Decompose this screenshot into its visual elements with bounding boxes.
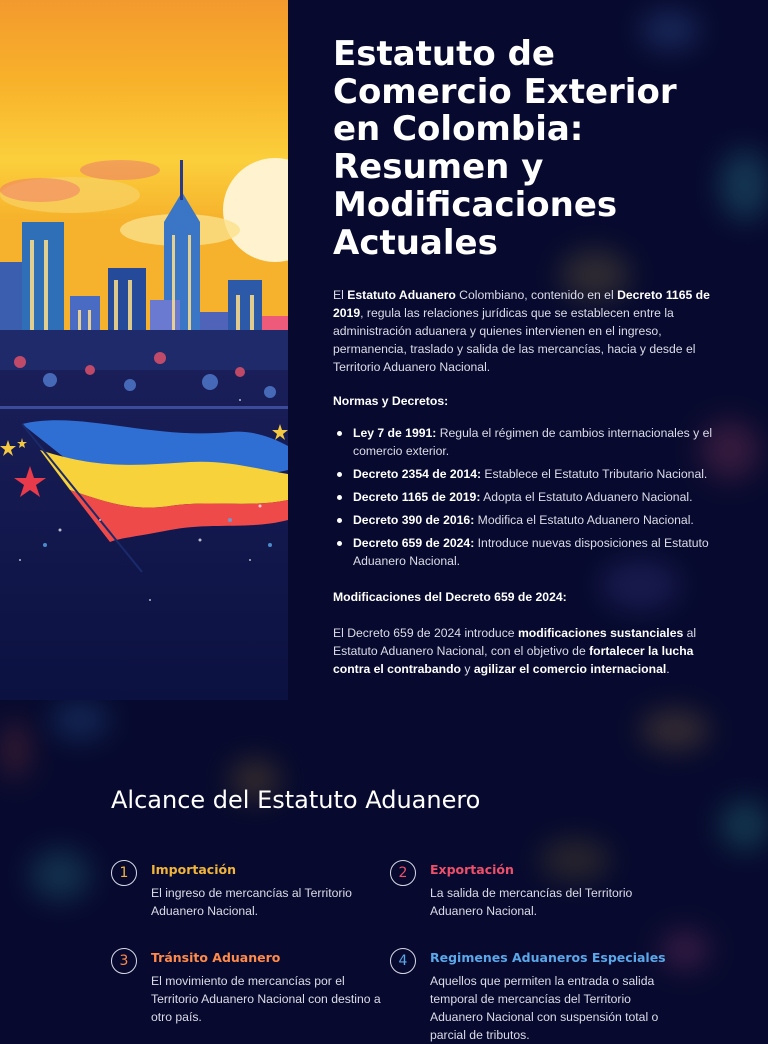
norms-heading: Normas y Decretos: xyxy=(333,394,449,409)
modifications-paragraph: El Decreto 659 de 2024 introduce modificaciones sustanciales al Estatuto Aduanero Nacional, con el objetivo de fortalecer la lucha contra el contrabando y agilizar el comercio internacional. xyxy=(333,626,697,677)
scope-item-desc: La salida de mercancías del Territorio Aduanero Nacional. xyxy=(430,886,633,918)
number-badge: 2 xyxy=(390,860,416,886)
scope-item-title: Tránsito Aduanero xyxy=(151,950,281,965)
scope-item-desc: Aquellos que permiten la entrada o salida temporal de mercancías del Territorio Aduanero Nacional con suspensión total o parcial de tributos. xyxy=(430,974,659,1042)
scope-item-desc: El movimiento de mercancías por el Territorio Aduanero Nacional con destino a otro país. xyxy=(151,974,381,1024)
number-badge: 4 xyxy=(390,948,416,974)
page-title: Estatuto de Comercio Exterior en Colombia: Resumen y Modificaciones Actuales xyxy=(333,34,677,263)
scope-item-title: Regimenes Aduaneros Especiales xyxy=(430,950,666,965)
list-item: Decreto 390 de 2016: Modifica el Estatuto Aduanero Nacional. xyxy=(353,511,733,529)
scope-item-desc: El ingreso de mercancías al Territorio Aduanero Nacional. xyxy=(151,886,352,918)
scope-item-title: Importación xyxy=(151,862,236,877)
skyline-flag-illustration xyxy=(0,0,288,700)
scope-section xyxy=(0,700,768,1042)
hero-text-block xyxy=(333,36,733,678)
list-item: Decreto 1165 de 2019: Adopta el Estatuto Aduanero Nacional. xyxy=(353,488,733,506)
list-item: Ley 7 de 1991: Regula el régimen de cambios internacionales y el comercio exterior. xyxy=(353,424,733,460)
modifications-heading: Modificaciones del Decreto 659 de 2024: xyxy=(333,590,567,605)
number-badge: 1 xyxy=(111,860,137,886)
norms-list xyxy=(333,424,733,570)
scope-item-title: Exportación xyxy=(430,862,514,877)
hero-illustration xyxy=(0,0,288,700)
list-item: Decreto 2354 de 2014: Establece el Estatuto Tributario Nacional. xyxy=(353,465,733,483)
scope-title: Alcance del Estatuto Aduanero xyxy=(111,786,481,814)
intro-paragraph: El Estatuto Aduanero Colombiano, contenido en el Decreto 1165 de 2019, regula las relaciones jurídicas que se establecen entre la administración aduanera y quienes intervienen en el ingreso, permanencia, traslado y salida de las mercancías, hacia y desde el Territorio Aduanero Nacional. xyxy=(333,288,710,375)
list-item: Decreto 659 de 2024: Introduce nuevas disposiciones al Estatuto Aduanero Nacional. xyxy=(353,534,733,570)
number-badge: 3 xyxy=(111,948,137,974)
